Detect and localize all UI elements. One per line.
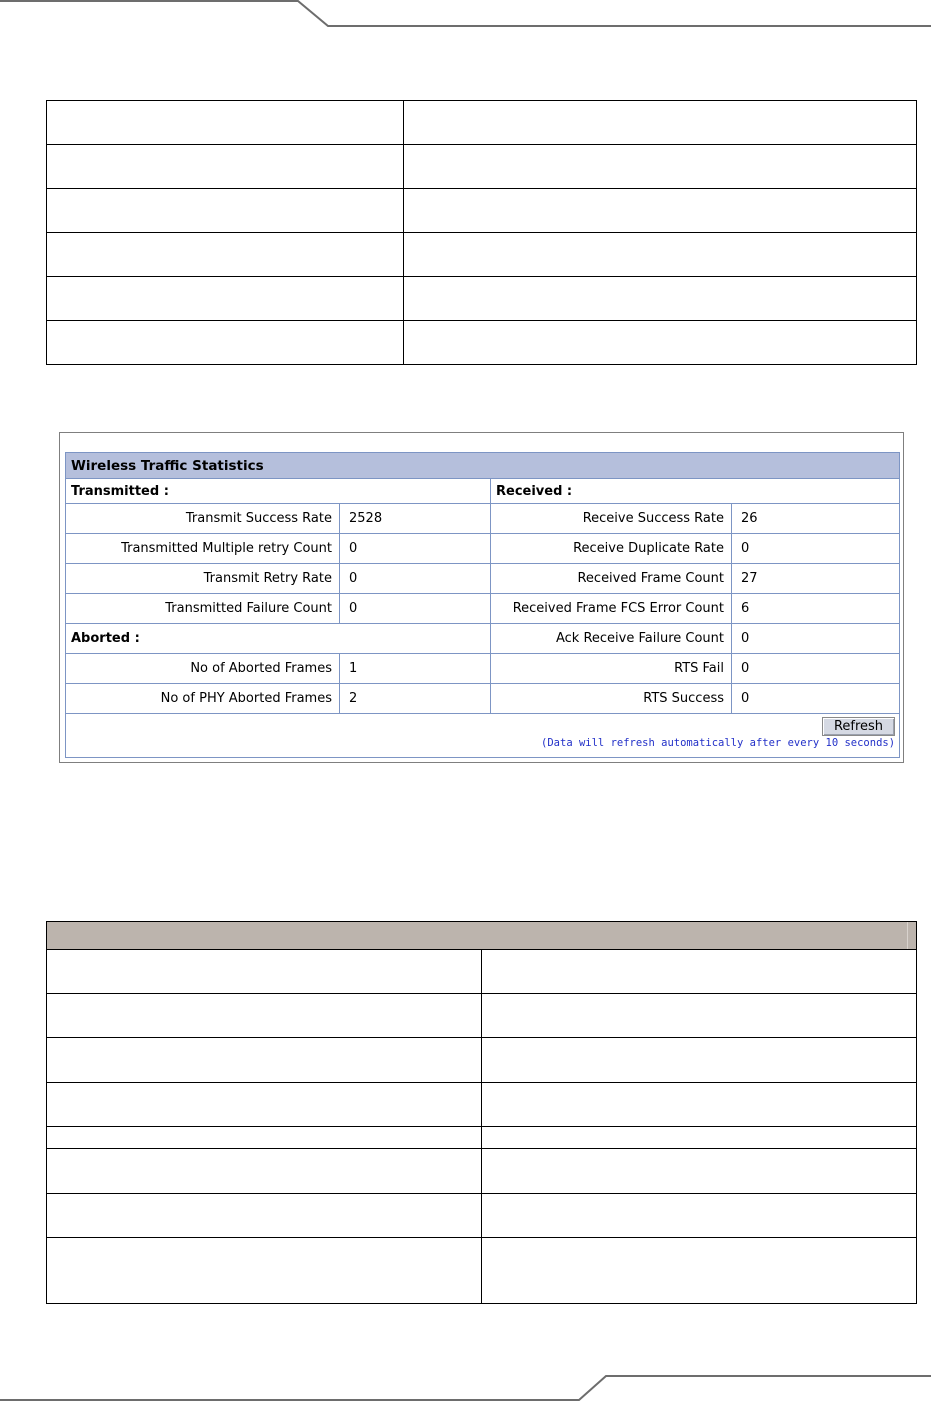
table-row [47,189,917,233]
stat-label: Receive Duplicate Rate [491,534,732,564]
stat-value: 6 [732,594,900,624]
wireless-traffic-statistics-panel [65,452,900,758]
table-row [66,504,900,534]
table-row [47,1149,917,1194]
table-row [66,684,900,714]
stat-label: No of PHY Aborted Frames [66,684,340,714]
stat-value: 0 [732,654,900,684]
stat-label: Transmit Retry Rate [66,564,340,594]
table-header-row [47,922,917,950]
stat-label: RTS Success [491,684,732,714]
stat-value: 0 [340,534,491,564]
stat-value: 0 [732,534,900,564]
stat-label: Received Frame FCS Error Count [491,594,732,624]
footer-rule [0,1376,931,1400]
stat-label: No of Aborted Frames [66,654,340,684]
stat-value: 0 [732,684,900,714]
table-row [66,594,900,624]
parameter-table-bottom [46,921,917,1304]
transmitted-heading: Transmitted : [66,479,491,504]
stat-value: 0 [732,624,900,654]
stat-value: 2528 [340,504,491,534]
aborted-heading: Aborted : [66,624,491,654]
parameter-table-top [46,100,917,365]
received-heading: Received : [491,479,900,504]
table-row [47,1127,917,1149]
panel-title: Wireless Traffic Statistics [66,453,900,479]
stat-value: 1 [340,654,491,684]
table-row [47,994,917,1038]
table-row [47,1083,917,1127]
table-row [47,950,917,994]
table-row [66,624,900,654]
refresh-note: (Data will refresh automatically after every 10 seconds) [541,737,896,749]
stat-value: 26 [732,504,900,534]
refresh-button[interactable]: Refresh [822,717,895,736]
table-row [47,277,917,321]
table-row [66,564,900,594]
panel-footer [66,714,900,758]
stat-label: Transmitted Failure Count [66,594,340,624]
stat-value: 0 [340,564,491,594]
stat-label: Receive Success Rate [491,504,732,534]
stat-label: Received Frame Count [491,564,732,594]
stat-value: 27 [732,564,900,594]
table-row [47,1238,917,1304]
table-row [47,321,917,365]
stat-label: Transmit Success Rate [66,504,340,534]
stat-label: RTS Fail [491,654,732,684]
table-row [47,145,917,189]
stat-label: Ack Receive Failure Count [491,624,732,654]
screenshot-frame [59,432,904,763]
stat-value: 0 [340,594,491,624]
table-row [47,233,917,277]
table-row [47,1194,917,1238]
table-row [66,534,900,564]
stat-label: Transmitted Multiple retry Count [66,534,340,564]
table-row [47,101,917,145]
table-row [66,654,900,684]
table-row [47,1038,917,1083]
stat-value: 2 [340,684,491,714]
header-rule [0,1,931,26]
